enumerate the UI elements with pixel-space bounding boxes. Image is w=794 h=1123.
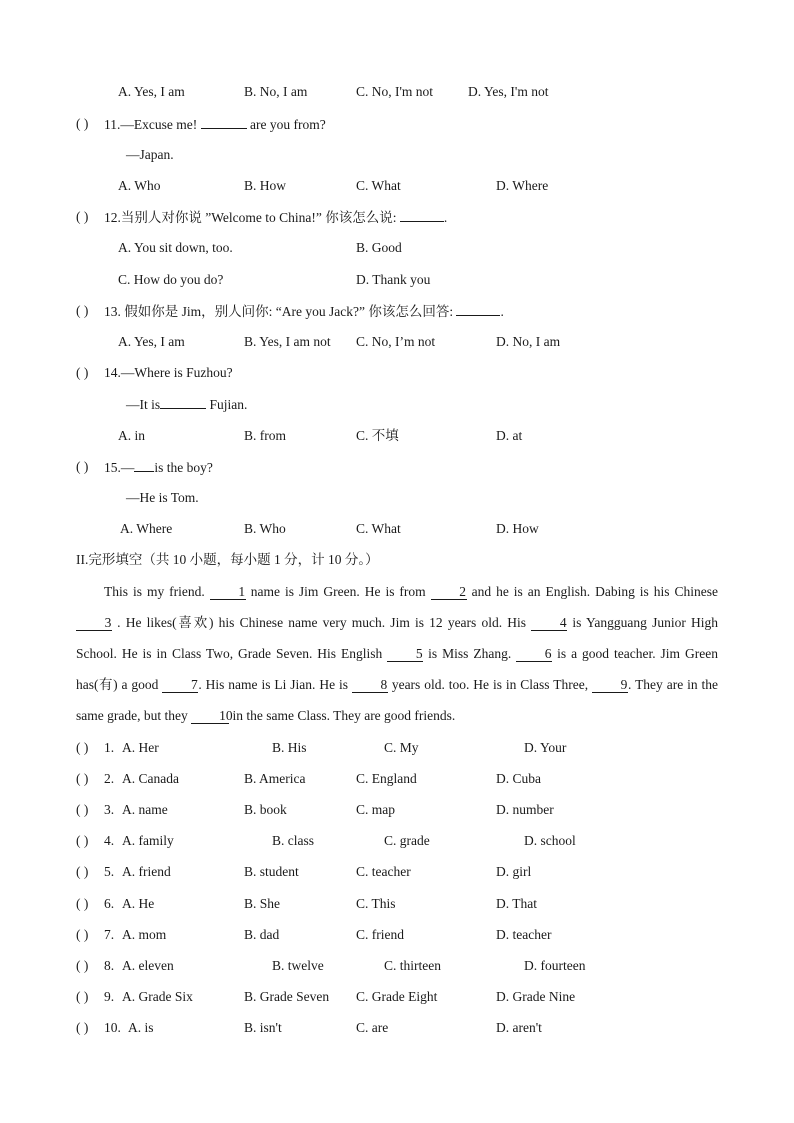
answer-bracket[interactable]: ( ) [76,740,89,755]
cloze-blank-4[interactable]: 4 [531,616,567,631]
option-d: D. That [496,896,537,911]
answer-bracket[interactable]: ( ) [76,459,89,474]
option-b: B. Grade Seven [244,989,330,1004]
cloze-blank-9[interactable]: 9 [592,678,628,693]
option-b: B. twelve [272,958,324,973]
option-d: D. aren't [496,1020,542,1035]
question-stem [104,116,326,133]
option-c: C. England [356,771,417,786]
cloze-blank-3[interactable]: 3 [76,616,112,631]
option-d: D. How [496,521,539,536]
stem-text: 15.— [104,460,135,475]
question-reply [126,396,247,413]
answer-bracket[interactable]: ( ) [76,116,89,131]
cloze-blank-7[interactable]: 7 [162,678,198,693]
stem-text: are you from? [246,117,326,132]
passage-text: . They are in the same grade, but they [76,677,719,723]
question-stem [104,303,504,320]
option-b: B. student [244,864,299,879]
cloze-blank-2[interactable]: 2 [431,585,467,600]
option-b: B. His [272,740,307,755]
option-d: D. Cuba [496,771,541,786]
option-b: B. Yes, I am not [244,334,331,349]
option-c: C. thirteen [384,958,441,973]
option-a: A. name [122,802,168,817]
option-a: A. Grade Six [122,989,193,1004]
passage-text: years old. too. He is in Class Three, [387,677,593,692]
answer-blank[interactable] [456,303,500,316]
option-b: B. America [244,771,306,786]
passage-text: . He likes(喜欢) his Chinese name very much. Jim is 12 years old. His [112,615,532,630]
question-stem: 14.—Where is Fuzhou? [104,365,233,380]
option-d: D. teacher [496,927,552,942]
passage-text: in the same Class. They are good friends. [229,708,456,723]
question-reply: —He is Tom. [126,490,199,505]
option-a: A. Yes, I am [118,334,185,349]
option-b: B. class [272,833,314,848]
item-number: 8. [104,958,115,973]
cloze-blank-6[interactable]: 6 [516,647,552,662]
passage-text: . His name is Li Jian. He is [198,677,352,692]
option-b: B. dad [244,927,280,942]
answer-bracket[interactable]: ( ) [76,802,89,817]
answer-bracket[interactable]: ( ) [76,209,89,224]
passage-text: is Yangguang Junior High School. He is in Class Two, Grade Seven. His English [76,615,718,661]
option-c: C. grade [384,833,430,848]
cloze-blank-8[interactable]: 8 [352,678,388,693]
option-d: D. fourteen [524,958,586,973]
item-number: 7. [104,927,115,942]
option-b: B. She [244,896,281,911]
item-number: 5. [104,864,115,879]
option-a: A. in [118,428,145,443]
option-d: D. Thank you [356,272,431,287]
item-number: 10. [104,1020,121,1035]
stem-text: 12.当别人对你说 ”Welcome to China!” 你该怎么说: [104,210,400,225]
answer-bracket[interactable]: ( ) [76,927,89,942]
stem-text: . [443,210,448,225]
option-d: D. girl [496,864,532,879]
option-d: D. Yes, I'm not [468,84,549,99]
option-c: C. map [356,802,395,817]
item-number: 6. [104,896,115,911]
question-stem [104,209,447,226]
question-stem [104,459,213,476]
answer-blank[interactable] [201,116,247,129]
option-a: A. is [128,1020,154,1035]
stem-text: 11.—Excuse me! [104,117,201,132]
passage-text: is a good teacher. Jim Green has(有) a good [76,646,718,692]
stem-text: is the boy? [154,460,213,475]
passage-text: is Miss Zhang. [423,646,517,661]
answer-blank[interactable] [400,209,444,222]
stem-text: 13. 假如你是 Jim，别人问你: “Are you Jack?” 你该怎么回答: [104,304,457,319]
stem-text: . [500,304,504,319]
answer-bracket[interactable]: ( ) [76,958,89,973]
option-c: C. How do you do? [118,272,224,287]
cloze-blank-5[interactable]: 5 [387,647,423,662]
option-b: B. No, I am [244,84,308,99]
option-a: A. He [122,896,155,911]
section-heading: II.完形填空（共 10 小题，每小题 1 分，计 10 分。） [76,552,379,567]
cloze-blank-1[interactable]: 1 [210,585,246,600]
option-d: D. number [496,802,554,817]
option-c: C. What [356,178,401,193]
option-a: A. family [122,833,174,848]
option-a: A. You sit down, too. [118,240,233,255]
answer-bracket[interactable]: ( ) [76,864,89,879]
answer-blank[interactable] [160,396,206,409]
answer-bracket[interactable]: ( ) [76,1020,89,1035]
answer-blank[interactable] [134,459,154,472]
cloze-blank-10[interactable]: 10 [191,709,229,724]
option-c: C. Grade Eight [356,989,438,1004]
option-b: B. isn't [244,1020,282,1035]
option-a: A. Canada [122,771,179,786]
answer-bracket[interactable]: ( ) [76,303,89,318]
option-c: C. are [356,1020,389,1035]
answer-bracket[interactable]: ( ) [76,365,89,380]
option-d: D. Grade Nine [496,989,576,1004]
stem-text: Fujian. [206,397,248,412]
option-a: A. Who [118,178,161,193]
answer-bracket[interactable]: ( ) [76,833,89,848]
option-c: C. teacher [356,864,411,879]
passage-text: name is Jim Green. He is from [245,584,431,599]
option-c: C. This [356,896,396,911]
option-a: A. friend [122,864,171,879]
item-number: 1. [104,740,115,755]
question-reply: —Japan. [126,147,174,162]
option-d: D. Where [496,178,549,193]
option-d: D. school [524,833,576,848]
option-c: C. No, I’m not [356,334,436,349]
answer-bracket[interactable]: ( ) [76,771,89,786]
option-a: A. eleven [122,958,174,973]
option-b: B. How [244,178,287,193]
option-a: A. Yes, I am [118,84,185,99]
cloze-passage [76,576,718,731]
option-d: D. No, I am [496,334,561,349]
option-c: C. friend [356,927,404,942]
option-a: A. mom [122,927,167,942]
item-number: 2. [104,771,115,786]
option-b: B. from [244,428,286,443]
item-number: 9. [104,989,115,1004]
option-a: A. Her [122,740,159,755]
option-c: C. My [384,740,419,755]
option-d: D. Your [524,740,567,755]
option-b: B. Who [244,521,286,536]
item-number: 4. [104,833,115,848]
stem-text: —It is [126,397,161,412]
answer-bracket[interactable]: ( ) [76,989,89,1004]
option-c: C. What [356,521,401,536]
option-a: A. Where [120,521,173,536]
option-c: C. No, I'm not [356,84,434,99]
option-b: B. Good [356,240,402,255]
option-d: D. at [496,428,523,443]
passage-text: This is my friend. [104,584,210,599]
option-c: C. 不填 [356,428,399,443]
passage-text: and he is an English. Dabing is his Chinese [466,584,718,599]
answer-bracket[interactable]: ( ) [76,896,89,911]
option-b: B. book [244,802,287,817]
item-number: 3. [104,802,115,817]
